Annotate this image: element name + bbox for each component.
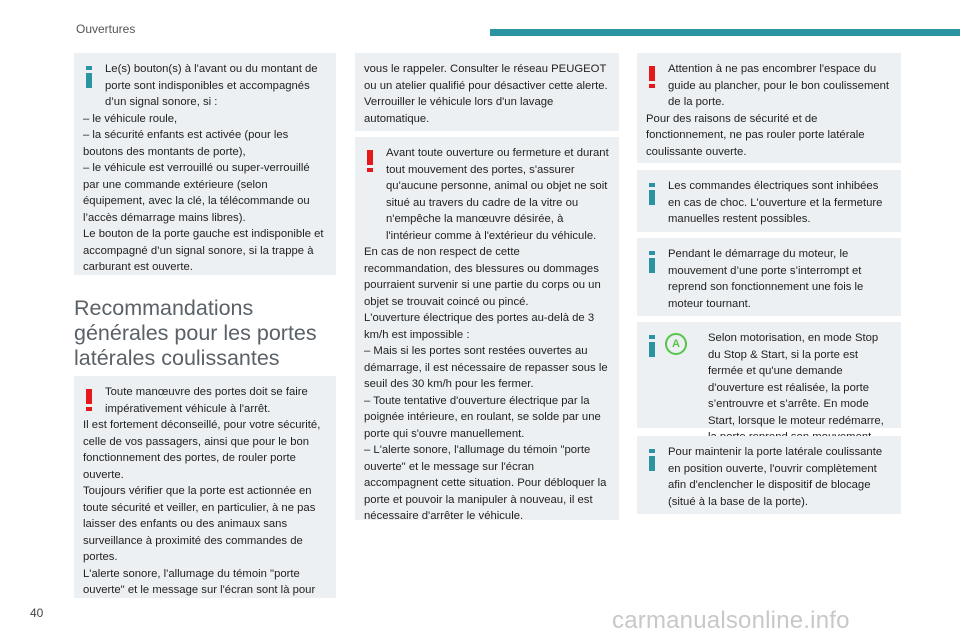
info-box-stop-start	[637, 322, 901, 428]
info-text-line: Pour maintenir la porte latérale coulissante en position ouverte, l'ouvrir complètement afin d'enclencher le dispositif de blocage (situé à la base de la porte).	[668, 446, 883, 508]
info-icon	[647, 335, 657, 357]
info-box-open-lock	[637, 436, 901, 514]
info-box-buttons	[74, 53, 336, 275]
warning-box-floor-guide	[637, 53, 901, 163]
info-text-line: Pendant le démarrage du moteur, le mouvement d’une porte s’interrompt et reprend son fonctionnement une fois le moteur tournant.	[668, 248, 864, 310]
warning-text-line: Toujours vérifier que la porte est actionnée en toute sécurité et veiller, en particulier, à ne pas laisser des enfants ou des animaux sans surveillance à proximité des commandes de portes.	[83, 485, 316, 563]
section-title: Recommandations générales pour les portes latérales coulissantes	[74, 296, 317, 370]
warning-box-general	[74, 376, 336, 598]
header-accent-bar	[490, 29, 960, 36]
warning-text-line: Toute manœuvre des portes doit se faire impérativement véhicule à l'arrêt.	[105, 386, 308, 415]
info-text-line: – le véhicule roule,	[83, 112, 178, 125]
warning-text-line: L'alerte sonore, l'allumage du témoin "porte ouverte" et le message sur l'écran sont là pour	[83, 567, 316, 596]
info-box-engine-start	[637, 238, 901, 316]
info-text-line: Les commandes électriques sont inhibées en cas de choc. L'ouverture et la fermeture manuelles restent possibles.	[668, 180, 883, 225]
warning-text-line: L'ouverture électrique des portes au-delà de 3 km/h est impossible :	[364, 312, 595, 341]
info-icon	[84, 66, 94, 88]
warning-text-line: – L'alerte sonore, l'allumage du témoin "porte ouverte" et le message sur l'écran accompagnent cette situation. Pour débloquer la porte et pouvoir la manipuler à nouveau, il est nécessaire d'arrêter le véhicule.	[364, 444, 607, 522]
warning-icon	[84, 389, 94, 411]
info-text-line: – le véhicule est verrouillé ou super-verrouillé par une commande extérieure (selon équipement, avec la clé, la télécommande ou l’accès démarrage mains libres).	[83, 162, 310, 224]
warning-text-line: Verrouiller le véhicule lors d'un lavage automatique.	[364, 96, 554, 125]
watermark: carmanualsonline.info	[612, 607, 850, 634]
warning-text-line: – Toute tentative d'ouverture électrique par la poignée intérieure, en roulant, se solde par une porte qui s'ouvre manuellement.	[364, 394, 601, 440]
warning-box-obstruction	[355, 137, 619, 520]
warning-text-line: vous le rappeler. Consulter le réseau PEUGEOT ou un atelier qualifié pour désactiver cette alerte.	[364, 63, 608, 92]
info-icon	[647, 449, 657, 471]
info-text-line: Le bouton de la porte gauche est indisponible et accompagné d’un signal sonore, si la trappe à carburant est ouverte.	[83, 228, 324, 273]
warning-text-line: Pour des raisons de sécurité et de fonctionnement, ne pas rouler porte latérale coulissante ouverte.	[646, 112, 865, 158]
info-icon	[647, 183, 657, 205]
page-number: 40	[30, 606, 44, 620]
warning-text-line: Avant toute ouverture ou fermeture et durant tout mouvement des portes, s'assurer qu'aucune personne, animal ou objet ne soit situé au travers du cadre de la vitre ou n'empêche la manœuvre désirée, à l'intérieur comme à l'extérieur du véhicule.	[386, 147, 609, 242]
warning-box-continuation	[355, 53, 619, 131]
info-box-crash	[637, 170, 901, 232]
warning-text-line: En cas de non respect de cette recommandation, des blessures ou dommages pourraient survenir si une partie du corps ou un objet se trouvait coincé ou pincé.	[364, 246, 601, 308]
stop-start-icon: A	[665, 333, 687, 355]
info-text-line: – la sécurité enfants est activée (pour les boutons des montants de porte),	[83, 129, 289, 158]
info-text-line: Selon motorisation, en mode Stop du Stop & Start, si la porte est fermée et qu'une demande d'ouverture est réalisée, la porte s’entrouvre et s’arrête. En mode Start, lorsque le moteur redémarre,	[708, 332, 884, 427]
chapter-title: Ouvertures	[76, 22, 136, 36]
info-icon	[647, 251, 657, 273]
warning-text-line: – Mais si les portes sont restées ouvertes au démarrage, il est nécessaire de repasser sous le seuil des 30 km/h pour les fermer.	[364, 345, 608, 390]
warning-icon	[365, 150, 375, 172]
warning-icon	[647, 66, 657, 88]
info-text-line: Le(s) bouton(s) à l'avant ou du montant de porte sont indisponibles et accompagnés d’un signal sonore, si :	[105, 63, 318, 108]
warning-text-line: Il est fortement déconseillé, pour votre sécurité, celle de vos passagers, ainsi que pour le bon fonctionnement des portes, de rouler porte ouverte.	[83, 419, 321, 481]
warning-text-line: Attention à ne pas encombrer l'espace du guide au plancher, pour le bon coulissement de la porte.	[668, 63, 890, 108]
